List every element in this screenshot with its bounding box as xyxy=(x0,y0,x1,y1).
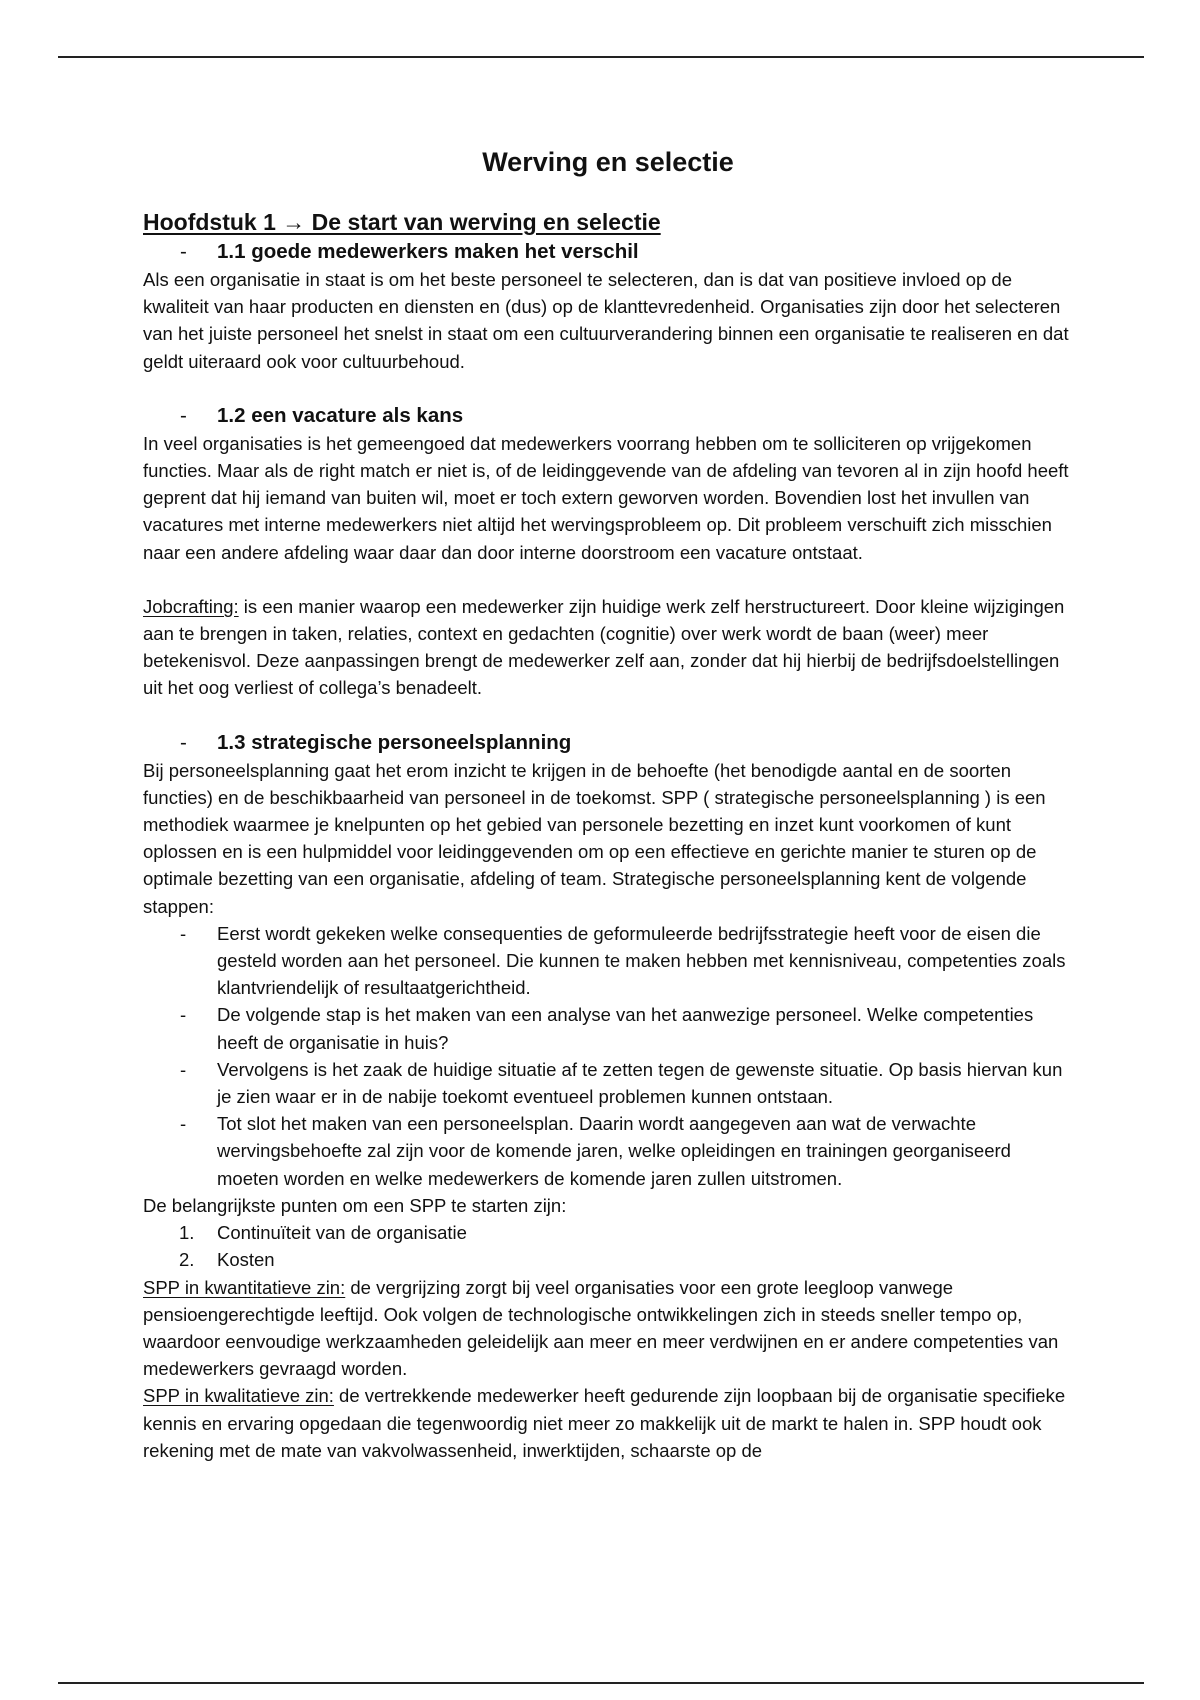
term-jobcrafting: Jobcrafting: xyxy=(143,595,239,617)
list-item xyxy=(143,920,1073,1002)
list-item xyxy=(143,1001,1073,1055)
definition-quantitative xyxy=(143,1274,1073,1383)
list-item-text: Kosten xyxy=(217,1249,275,1271)
list-item-text: De volgende stap is het maken van een analyse van het aanwezige personeel. Welke competenties heeft de organisatie in huis? xyxy=(217,1004,1034,1053)
paragraph: Bij personeelsplanning gaat het erom inzicht te krijgen in de behoefte (het benodigde aantal en de soorten functies) en de beschikbaarheid van personeel in de toekomst. SPP ( strategische personeelsplanning ) is een methodiek waarmee je knelpunten op het gebied van personele bezetting en inzet kunt voorkomen of kunt oplossen en is een hulpmiddel voor leidinggevenden om op een effectieve en gerichte manier te sturen op de optimale bezetting van een organisatie, afdeling of team. Strategische personeelsplanning kent de volgende stappen: xyxy=(143,759,1046,917)
term-qualitative: SPP in kwalitatieve zin: xyxy=(143,1385,334,1407)
section-heading-1-1 xyxy=(143,238,1073,266)
list-item xyxy=(143,1246,1073,1273)
paragraph: In veel organisaties is het gemeengoed dat medewerkers voorrang hebben om te solliciteren op vrijgekomen functies. Maar als de right match er niet is, of de leidinggevende van de afdeling van tevoren al in zijn hoofd heeft geprent dat hij iemand van buiten wil, moet er toch extern geworven worden. Bovendien lost het invullen van vacatures met interne medewerkers niet altijd het wervingsprobleem op. Dit probleem verschuift zich misschien naar een andere afdeling waar daar dan door interne doorstroom een vacature ontstaat. xyxy=(143,432,1069,563)
page-title: Werving en selectie xyxy=(482,147,734,177)
bullet-dash: - xyxy=(180,403,187,427)
definition-text: is een manier waarop een medewerker zijn huidige werk zelf herstructureert. Door kleine wijzigingen aan te brengen in taken, relaties, context en gedachten (cognitie) over werk wordt de baan (weer) meer betekenisvol. Deze aanpassingen brengt de medewerker zelf aan, zonder dat hij hierbij de bedrijfsdoelstellingen uit het oog verliest of collega’s benadeelt. xyxy=(143,595,1065,699)
definition-jobcrafting xyxy=(143,593,1073,702)
list-item-text: Eerst wordt gekeken welke consequenties de geformuleerde bedrijfsstrategie heeft voor de eisen die gesteld worden aan het personeel. Die kunnen te maken hebben met kennisniveau, competenties zoals klantvriendelijk of resultaatgerichtheid. xyxy=(217,922,1066,999)
paragraph: De belangrijkste punten om een SPP te starten zijn: xyxy=(143,1194,567,1216)
bullet-dash: - xyxy=(180,1113,187,1135)
definition-text: de vertrekkende medewerker heeft gedurende zijn loopbaan bij de organisatie specifieke kennis en ervaring opgedaan die tegenwoordig niet meer zo makkelijk uit de markt te halen in. SPP houdt ook rekening met de mate van vakvolwassenheid, inwerktijden, schaarste op de xyxy=(143,1385,1066,1461)
list-number: 2. xyxy=(179,1249,195,1271)
section-heading-1-3 xyxy=(143,729,1073,757)
list-item-text: Continuïteit van de organisatie xyxy=(217,1222,467,1244)
section-heading-1-2 xyxy=(143,402,1073,430)
section-heading-text: 1.3 strategische personeelsplanning xyxy=(217,730,572,754)
list-item-text: Tot slot het maken van een personeelsplan. Daarin wordt aangegeven aan wat de verwachte wervingsbehoefte zal zijn voor de komende jaren, welke opleidingen en trainingen georganiseerd moeten worden en welke medewerkers de komende jaren zullen uitstromen. xyxy=(217,1113,1011,1189)
definition-text: de vergrijzing zorgt bij veel organisaties voor een grote leegloop vanwege pensioengerechtigde leeftijd. Ook volgen de technologische ontwikkelingen zich in steeds sneller tempo op, waardoor eenvoudige werkzaamheden geleidelijk aan meer en meer verdwijnen en er andere competenties van medewerkers gevraagd worden. xyxy=(143,1276,1059,1380)
paragraph: Als een organisatie in staat is om het beste personeel te selecteren, dan is dat van positieve invloed op de kwaliteit van haar producten en diensten en (dus) op de klanttevredenheid. Organisaties zijn door het selecteren van het juiste personeel het snelst in staat om een cultuurverandering binnen een organisatie te realiseren en dat geldt uiteraard ook voor cultuurbehoud. xyxy=(143,269,1069,372)
bullet-dash: - xyxy=(180,1058,187,1080)
term-quantitative: SPP in kwantitatieve zin: xyxy=(143,1276,346,1298)
list-item xyxy=(143,1110,1073,1192)
bullet-dash: - xyxy=(180,730,187,754)
section-heading-text: 1.2 een vacature als kans xyxy=(217,403,464,427)
bullet-dash: - xyxy=(180,240,187,263)
bullet-dash: - xyxy=(180,922,187,944)
definition-qualitative xyxy=(143,1382,1073,1464)
document-body xyxy=(143,142,1073,1464)
list-item xyxy=(143,1219,1073,1246)
list-item-text: Vervolgens is het zaak de huidige situatie af te zetten tegen de gewenste situatie. Op basis hiervan kun je zien waar er in de nabije toekomt eventueel problemen kunnen ontstaan. xyxy=(217,1058,1063,1108)
steps-list xyxy=(143,920,1073,1192)
list-number: 1. xyxy=(179,1222,195,1244)
points-list xyxy=(143,1219,1073,1273)
header-rule xyxy=(58,56,1144,58)
list-item xyxy=(143,1056,1073,1110)
chapter-heading: Hoofdstuk 1 → De start van werving en selectie xyxy=(143,209,661,235)
footer-rule xyxy=(58,1682,1144,1684)
section-heading-text: 1.1 goede medewerkers maken het verschil xyxy=(217,240,639,263)
bullet-dash: - xyxy=(180,1004,187,1026)
